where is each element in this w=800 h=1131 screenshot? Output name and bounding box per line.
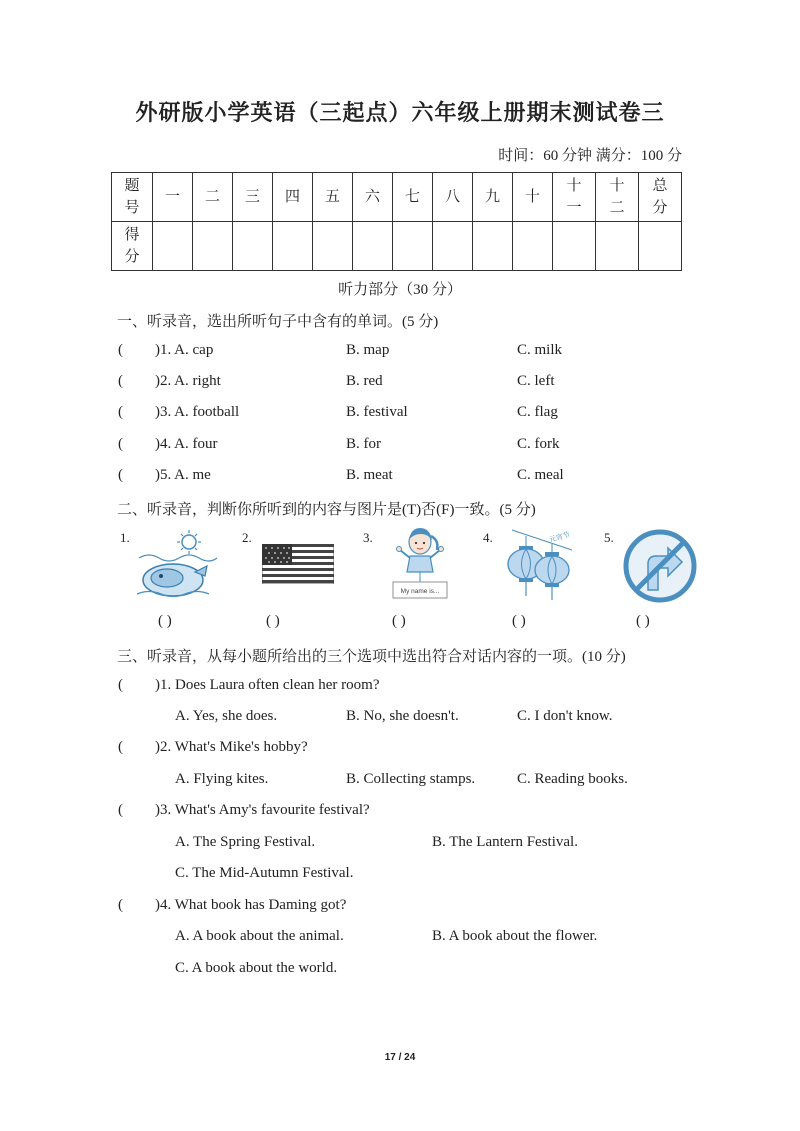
score-cell[interactable] xyxy=(473,222,513,271)
row-label-defen xyxy=(112,222,153,271)
score-cell[interactable] xyxy=(393,222,433,271)
col-header: 七 xyxy=(393,173,433,222)
answer-paren[interactable]: ( ) xyxy=(636,613,650,629)
score-cell[interactable] xyxy=(313,222,353,271)
option-b: B. map xyxy=(346,342,390,358)
row-label-tihao xyxy=(112,173,153,222)
answer-paren[interactable]: ( xyxy=(118,739,123,755)
section1-title: 一、听录音，选出所听句子中含有的单词。(5 分) xyxy=(117,314,439,330)
page-title: 外研版小学英语（三起点）六年级上册期末测试卷三 xyxy=(135,101,665,126)
score-cell[interactable] xyxy=(233,222,273,271)
time-info: 时间：60 分钟 满分：100 分 xyxy=(498,148,682,164)
score-cell[interactable] xyxy=(553,222,596,271)
col-header: 二 xyxy=(193,173,233,222)
option-c: C. The Mid-Autumn Festival. xyxy=(175,865,354,881)
question-text: )4. What book has Daming got? xyxy=(155,897,347,913)
whale-picture xyxy=(135,528,219,604)
option-b: B. festival xyxy=(346,404,408,420)
american-flag-picture xyxy=(262,544,334,584)
score-cell[interactable] xyxy=(513,222,553,271)
answer-paren[interactable]: ( ) xyxy=(266,613,280,629)
option-a: A. Yes, she does. xyxy=(175,708,278,724)
row-label-text: 得分 xyxy=(124,227,140,265)
col-header: 十 xyxy=(513,173,553,222)
col-header-text: 十二 xyxy=(609,178,625,216)
section3-title: 三、听录音，从每小题所给出的三个选项中选出符合对话内容的一项。(10 分) xyxy=(117,649,626,665)
col-header: 五 xyxy=(313,173,353,222)
option-a: A. A book about the animal. xyxy=(175,928,344,944)
picture-number: 2. xyxy=(242,530,252,545)
option-b: B. The Lantern Festival. xyxy=(432,834,578,850)
col-header: 一 xyxy=(153,173,193,222)
option-c: C. fork xyxy=(517,436,560,452)
score-table-score-row xyxy=(112,222,682,271)
picture-number: 3. xyxy=(363,530,373,545)
girl-with-sign-picture xyxy=(390,526,450,604)
option-c: C. I don't know. xyxy=(517,708,613,724)
score-cell[interactable] xyxy=(273,222,313,271)
picture-number: 5. xyxy=(604,530,614,545)
score-cell[interactable] xyxy=(153,222,193,271)
answer-paren[interactable]: ( xyxy=(118,897,123,913)
question-text: )1. Does Laura often clean her room? xyxy=(155,677,380,693)
answer-paren[interactable]: ( xyxy=(118,404,123,420)
answer-paren[interactable]: ( ) xyxy=(392,613,406,629)
col-header xyxy=(553,173,596,222)
col-header-text: 十一 xyxy=(566,178,582,216)
lanterns-picture xyxy=(502,526,582,604)
score-cell[interactable] xyxy=(596,222,639,271)
answer-paren[interactable]: ( xyxy=(118,467,123,483)
score-cell[interactable] xyxy=(353,222,393,271)
col-header xyxy=(639,173,682,222)
option-b: B. for xyxy=(346,436,381,452)
option-a: )1. A. cap xyxy=(155,342,214,358)
score-table xyxy=(111,172,682,271)
picture-number: 4. xyxy=(483,530,493,545)
col-header xyxy=(596,173,639,222)
answer-paren[interactable]: ( xyxy=(118,373,123,389)
question-text: )2. What's Mike's hobby? xyxy=(155,739,308,755)
option-c: C. left xyxy=(517,373,555,389)
score-cell[interactable] xyxy=(639,222,682,271)
col-header: 八 xyxy=(433,173,473,222)
question-text: )3. What's Amy's favourite festival? xyxy=(155,802,370,818)
col-header: 四 xyxy=(273,173,313,222)
option-c: C. A book about the world. xyxy=(175,960,338,976)
page-number: 17 / 24 xyxy=(384,1052,416,1063)
no-right-turn-sign-picture xyxy=(622,528,698,604)
option-b: B. red xyxy=(346,373,383,389)
answer-paren[interactable]: ( xyxy=(118,436,123,452)
sign-text: My name is... xyxy=(400,588,440,595)
option-b: B. A book about the flower. xyxy=(432,928,598,944)
col-header: 九 xyxy=(473,173,513,222)
option-b: B. meat xyxy=(346,467,393,483)
answer-paren[interactable]: ( ) xyxy=(158,613,172,629)
score-cell[interactable] xyxy=(193,222,233,271)
col-header: 六 xyxy=(353,173,393,222)
section2-title: 二、听录音，判断你所听到的内容与图片是(T)否(F)一致。(5 分) xyxy=(117,502,536,518)
picture-number: 1. xyxy=(120,530,130,545)
option-a: )2. A. right xyxy=(155,373,221,389)
listening-header: 听力部分（30 分） xyxy=(338,282,462,298)
option-a: )4. A. four xyxy=(155,436,218,452)
col-header-text: 总分 xyxy=(652,178,668,216)
col-header: 三 xyxy=(233,173,273,222)
answer-paren[interactable]: ( xyxy=(118,802,123,818)
answer-paren[interactable]: ( xyxy=(118,342,123,358)
score-table-header-row xyxy=(112,173,682,222)
option-a: A. The Spring Festival. xyxy=(175,834,316,850)
option-c: C. flag xyxy=(517,404,558,420)
lantern-caption: 元宵节 xyxy=(548,530,571,544)
option-c: C. meal xyxy=(517,467,564,483)
answer-paren[interactable]: ( xyxy=(118,677,123,693)
option-c: C. Reading books. xyxy=(517,771,628,787)
option-b: B. No, she doesn't. xyxy=(346,708,459,724)
option-a: )5. A. me xyxy=(155,467,211,483)
row-label-text: 题号 xyxy=(124,178,140,216)
answer-paren[interactable]: ( ) xyxy=(512,613,526,629)
option-c: C. milk xyxy=(517,342,563,358)
option-a: A. Flying kites. xyxy=(175,771,269,787)
option-b: B. Collecting stamps. xyxy=(346,771,476,787)
score-cell[interactable] xyxy=(433,222,473,271)
option-a: )3. A. football xyxy=(155,404,240,420)
